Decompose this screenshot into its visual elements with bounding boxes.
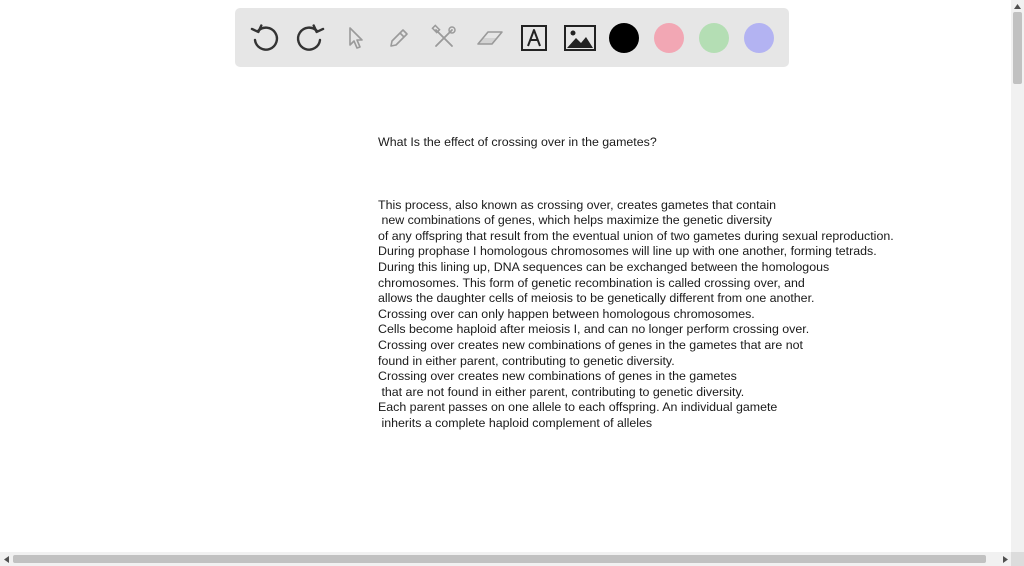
vertical-scrollbar[interactable] <box>1011 0 1024 552</box>
drawing-toolbar <box>235 8 789 67</box>
color-swatch-pink[interactable] <box>654 23 684 53</box>
answer-line: new combinations of genes, which helps maximize the genetic diversity <box>378 213 772 228</box>
answer-line: This process, also known as crossing over, creates gametes that contain <box>378 197 777 212</box>
answer-line: Each parent passes on one allele to each offspring. An individual gamete <box>378 400 778 415</box>
answer-line: allows the daughter cells of meiosis to be genetically different from one another. <box>378 291 815 306</box>
color-swatch-lavender[interactable] <box>744 23 774 53</box>
scroll-right-arrow-icon[interactable] <box>999 552 1011 566</box>
answer-line: Crossing over creates new combinations of genes in the gametes <box>378 369 737 384</box>
color-swatch-green[interactable] <box>699 23 729 53</box>
answer-line: During this lining up, DNA sequences can be exchanged between the homologous <box>378 259 830 274</box>
horizontal-scrollbar[interactable] <box>0 552 1011 566</box>
redo-button[interactable] <box>292 20 328 56</box>
answer-line: of any offspring that result from the eventual union of two gametes during sexual reproduction. <box>378 228 894 243</box>
color-swatch-black[interactable] <box>609 23 639 53</box>
scroll-left-arrow-icon[interactable] <box>0 552 12 566</box>
answer-line: found in either parent, contributing to genetic diversity. <box>378 353 675 368</box>
tools-icon <box>430 24 458 52</box>
select-tool-button[interactable] <box>337 20 373 56</box>
text-box-icon <box>519 23 549 53</box>
canvas-text-block[interactable] <box>378 104 898 447</box>
scroll-up-arrow-icon[interactable] <box>1011 0 1024 12</box>
pencil-icon <box>385 24 413 52</box>
scrollbar-corner <box>1011 552 1024 566</box>
horizontal-scroll-thumb[interactable] <box>13 555 986 563</box>
answer-line: that are not found in either parent, contributing to genetic diversity. <box>378 384 745 399</box>
answer-text <box>378 198 898 432</box>
image-tool-button[interactable] <box>562 20 598 56</box>
redo-icon <box>294 22 326 54</box>
undo-button[interactable] <box>247 20 283 56</box>
answer-line: Cells become haploid after meiosis I, and can no longer perform crossing over. <box>378 322 810 337</box>
eraser-icon <box>474 24 506 52</box>
image-icon <box>563 23 597 53</box>
question-text: What Is the effect of crossing over in the gametes? <box>378 135 657 150</box>
undo-icon <box>249 22 281 54</box>
vertical-scroll-thumb[interactable] <box>1013 12 1022 84</box>
answer-line: Crossing over can only happen between homologous chromosomes. <box>378 306 755 321</box>
answer-line: Crossing over creates new combinations of genes in the gametes that are not <box>378 337 803 352</box>
tools-button[interactable] <box>426 20 462 56</box>
pen-tool-button[interactable] <box>381 20 417 56</box>
cursor-icon <box>341 24 369 52</box>
answer-line: inherits a complete haploid complement of alleles <box>378 415 653 430</box>
eraser-tool-button[interactable] <box>472 20 508 56</box>
answer-line: chromosomes. This form of genetic recombination is called crossing over, and <box>378 275 805 290</box>
text-tool-button[interactable] <box>516 20 552 56</box>
answer-line: During prophase I homologous chromosomes will line up with one another, forming tetrads. <box>378 244 877 259</box>
